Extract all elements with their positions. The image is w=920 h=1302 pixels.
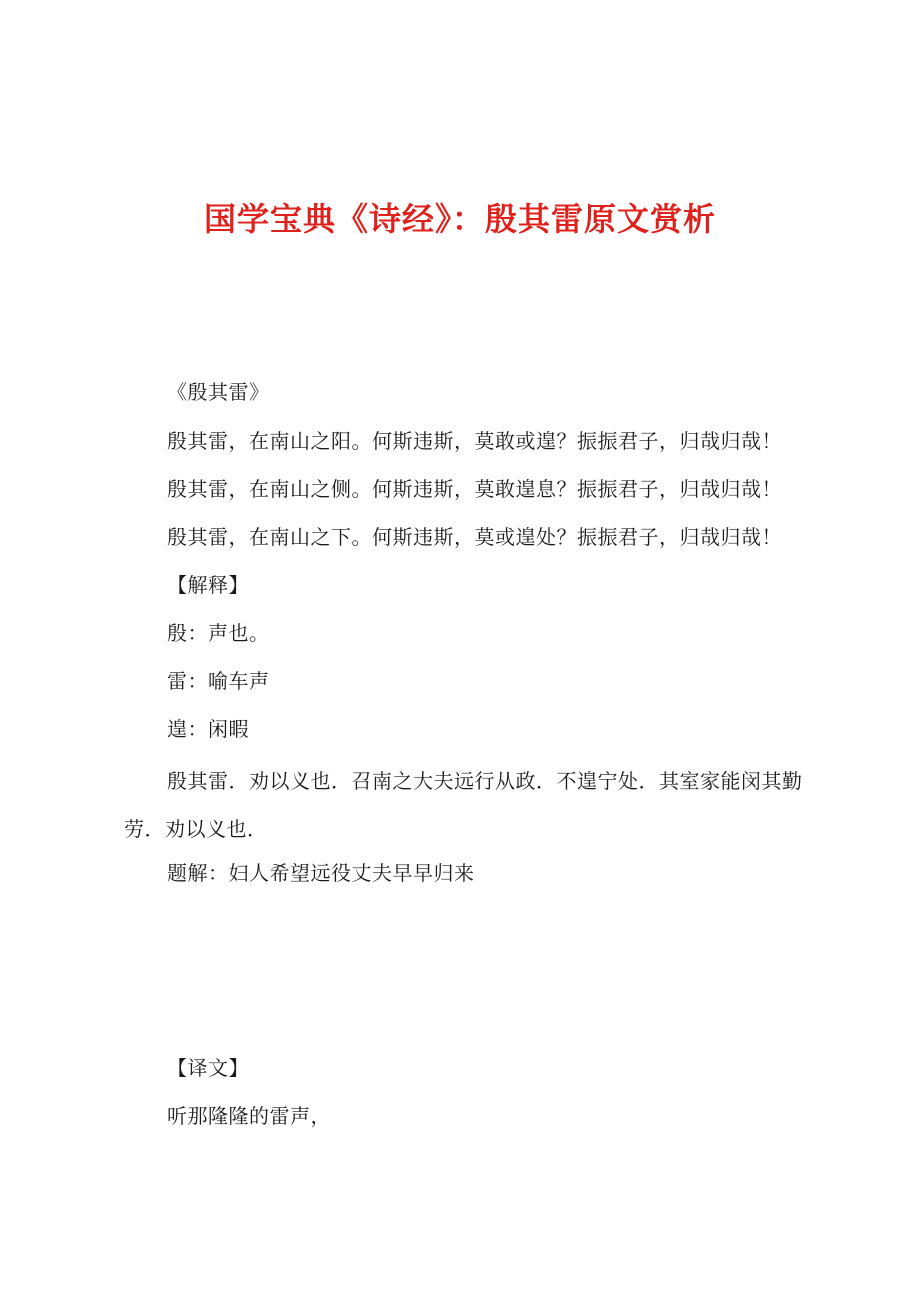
stanza-3: 殷其雷，在南山之下。何斯违斯，莫或遑处？振振君子，归哉归哉！	[167, 525, 782, 549]
theme-line: 题解：妇人希望远役丈夫早早归来	[167, 861, 475, 885]
translation-line-1: 听那隆隆的雷声，	[167, 1104, 331, 1128]
stanza-2: 殷其雷，在南山之侧。何斯违斯，莫敢遑息？振振君子，归哉归哉！	[167, 477, 782, 501]
notes-heading: 【解释】	[167, 573, 249, 597]
poem-title: 《殷其雷》	[167, 380, 270, 404]
translation-heading: 【译文】	[167, 1056, 249, 1080]
commentary-paragraph: 殷其雷．劝以义也．召南之大夫远行从政．不遑宁处．其室家能闵其勤劳．劝以义也．	[124, 769, 803, 841]
page-title: 国学宝典《诗经》：殷其雷原文赏析	[203, 200, 716, 238]
stanza-1: 殷其雷，在南山之阳。何斯违斯，莫敢或遑？振振君子，归哉归哉！	[167, 429, 782, 453]
note-item-1: 殷：声也。	[167, 621, 270, 645]
note-item-3: 遑：闲暇	[167, 717, 249, 741]
note-item-2: 雷：喻车声	[167, 669, 270, 693]
